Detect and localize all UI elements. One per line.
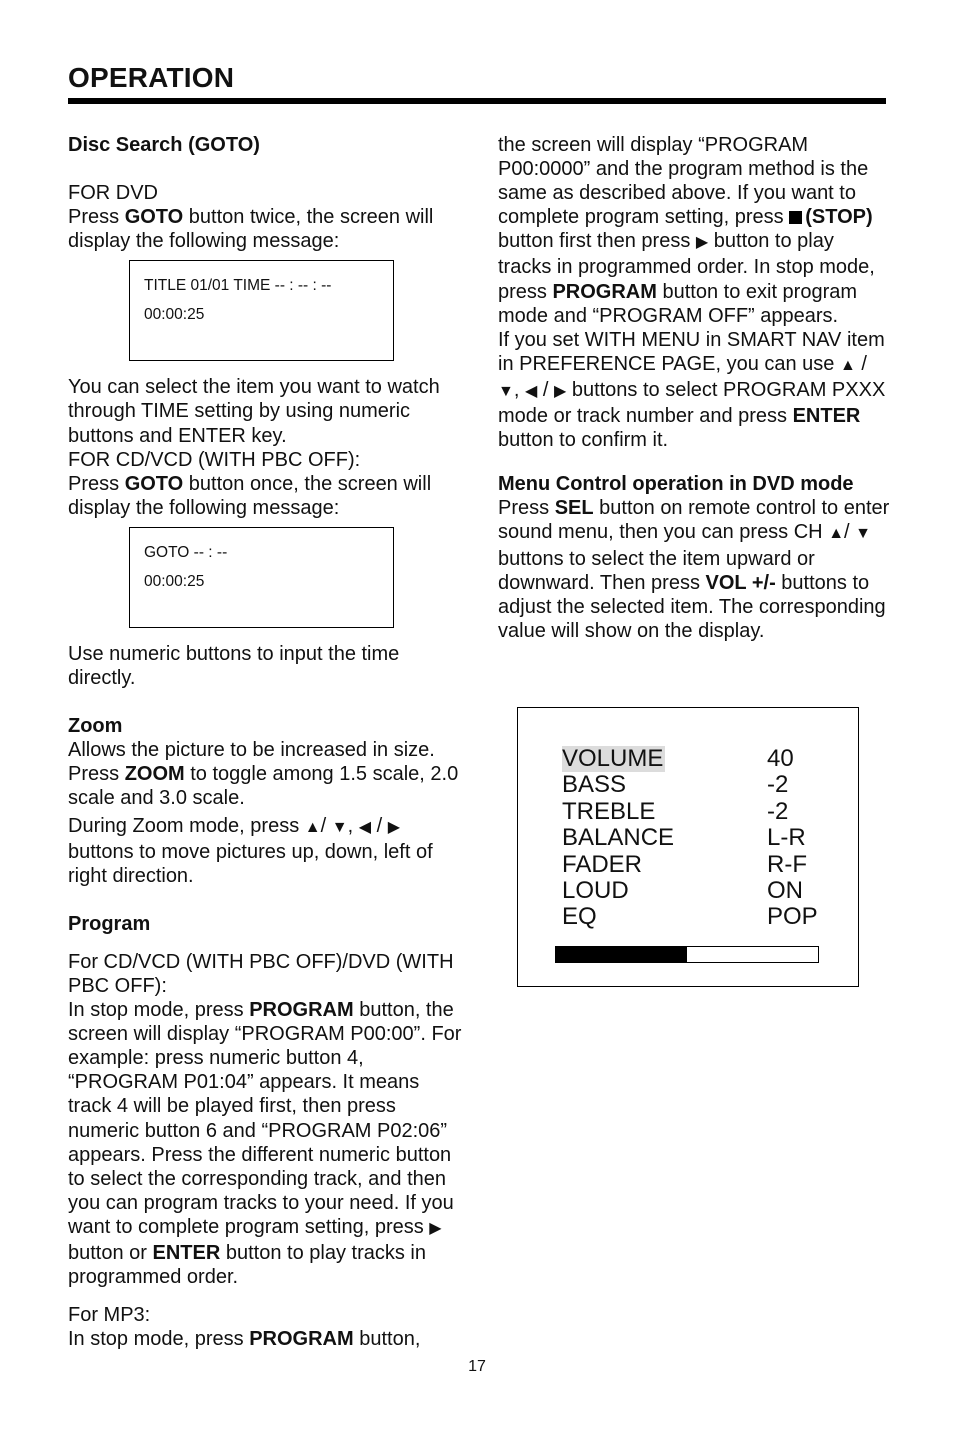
zoom-description: Allows the picture to be increased in size. (68, 739, 435, 762)
text: / (855, 352, 867, 375)
text: / (537, 378, 554, 401)
zoom-instruction (68, 762, 463, 810)
text: Press (68, 472, 125, 495)
menu-value: -2 (767, 797, 789, 825)
left-arrow-icon: ◀ (358, 818, 372, 836)
smart-nav-text (498, 328, 890, 452)
text: , (513, 378, 525, 401)
key-program: PROGRAM (249, 1328, 354, 1351)
key-program: PROGRAM (552, 280, 657, 303)
key-zoom: ZOOM (124, 763, 185, 786)
menu-control-text (498, 496, 890, 643)
menu-value: 40 (767, 745, 794, 772)
menu-row-bass (562, 772, 832, 798)
text: button on remote control to enter sound menu, then you can press CH (498, 497, 890, 544)
sound-menu-display (517, 707, 859, 987)
down-arrow-icon: ▼ (855, 525, 871, 543)
text: button once, the screen will display the following message: (68, 472, 432, 519)
text: Press (498, 497, 555, 520)
right-column (498, 133, 890, 643)
key-enter: ENTER (152, 1242, 221, 1264)
text: If you set WITH MENU in SMART NAV item in PREFERENCE PAGE, you can use (498, 328, 885, 375)
for-cd-label: FOR CD/VCD (WITH PBC OFF): (68, 448, 361, 471)
left-arrow-icon: ◀ (524, 382, 538, 400)
text: buttons to adjust the selected item. The corresponding value will show on the display. (498, 571, 886, 642)
up-arrow-icon: ▲ (839, 356, 856, 374)
cd-instruction (68, 472, 463, 520)
key-goto: GOTO (124, 206, 184, 229)
text: During Zoom mode, press (68, 814, 305, 837)
menu-row-balance (562, 825, 832, 851)
right-arrow-icon: ▶ (553, 382, 567, 400)
text: button to play tracks in programmed order. (68, 1242, 426, 1289)
program-cd-label: For CD/VCD (WITH PBC OFF)/DVD (WITH PBC OFF): (68, 950, 454, 997)
key-program: PROGRAM (249, 999, 354, 1022)
key-vol: VOL +/- (705, 571, 776, 594)
text: buttons to move pictures up, down, left of right direction. (68, 840, 433, 887)
message-line: TITLE 01/01 TIME -- : -- : -- (144, 277, 332, 295)
level-bar (555, 946, 819, 963)
menu-row-treble (562, 799, 832, 825)
title-rule (68, 98, 886, 104)
menu-label: EQ (562, 903, 597, 931)
for-dvd-label: FOR DVD (68, 182, 158, 205)
zoom-heading: Zoom (68, 715, 123, 738)
text: In stop mode, press (68, 999, 250, 1022)
level-bar-fill (556, 947, 687, 962)
numeric-input-text: Use numeric buttons to input the time directly. (68, 642, 400, 690)
menu-label: BASS (562, 771, 627, 799)
text: buttons to select PROGRAM PXXX mode or track number and press (498, 378, 886, 428)
up-arrow-icon: ▲ (828, 525, 845, 543)
text: button to confirm it. (498, 429, 669, 452)
key-enter: ENTER (792, 405, 861, 428)
text: / (320, 814, 332, 837)
menu-label: TREBLE (562, 797, 656, 825)
left-column (68, 133, 463, 1351)
menu-label: BALANCE (562, 824, 675, 852)
message-line: GOTO -- : -- (144, 543, 228, 561)
program-mp3-continued (498, 133, 890, 328)
text: In stop mode, press (68, 1328, 250, 1351)
stop-icon (789, 211, 802, 224)
menu-label: FADER (562, 850, 643, 878)
menu-row-fader (562, 852, 832, 878)
text: button, (353, 1328, 421, 1351)
play-icon: ▶ (695, 234, 709, 252)
menu-value: ON (767, 877, 803, 904)
text: / (844, 521, 856, 544)
menu-row-eq (562, 904, 832, 930)
text: button first then press (498, 230, 696, 253)
right-arrow-icon: ▶ (387, 818, 400, 836)
menu-label: LOUD (562, 877, 629, 904)
dvd-goto-message-box (129, 260, 394, 361)
message-line: 00:00:25 (144, 572, 205, 590)
text: Press (68, 763, 125, 786)
text: the screen will display “PROGRAM P00:0000” and the program method is the same as described above. If you want to complete program setting, press (498, 134, 869, 229)
page-number: 17 (468, 1358, 486, 1375)
menu-value: -2 (767, 771, 789, 799)
zoom-navigation (68, 814, 463, 888)
menu-label-selected: VOLUME (562, 745, 664, 772)
menu-control-heading: Menu Control operation in DVD mode (498, 473, 854, 496)
disc-search-heading: Disc Search (GOTO) (68, 134, 260, 156)
program-mp3-instruction (68, 1327, 463, 1351)
play-icon: ▶ (429, 1219, 442, 1237)
dvd-instruction (68, 205, 463, 253)
menu-value: L-R (767, 824, 806, 852)
program-cd-instruction (68, 998, 463, 1289)
select-item-text: You can select the item you want to watch through TIME setting by using numeric buttons and ENTER key. (68, 376, 440, 447)
menu-row-volume (562, 746, 832, 772)
text: button to play tracks in programmed order. In stop mode, press (498, 230, 875, 303)
text: to toggle among 1.5 scale, 2.0 scale and 3.0 scale. (68, 763, 459, 810)
text: , (347, 814, 359, 837)
program-heading: Program (68, 912, 151, 935)
key-sel: SEL (554, 497, 594, 520)
cd-goto-message-box (129, 527, 394, 628)
text: / (371, 814, 388, 837)
menu-value: R-F (767, 850, 807, 878)
program-mp3-label: For MP3: (68, 1304, 151, 1327)
message-line: 00:00:25 (144, 306, 205, 324)
menu-value: POP (767, 903, 818, 931)
up-arrow-icon: ▲ (304, 818, 321, 836)
menu-row-loud (562, 878, 832, 904)
text: button twice, the screen will display the following message: (68, 206, 434, 253)
text: buttons to select the item upward or downward. Then press (498, 547, 815, 594)
text: Press (68, 206, 125, 229)
text: button, the screen will display “PROGRAM P00:00”. For example: press numeric button 4, “PROGRAM P01:04” appears. It means track 4 will be played first, then press numeric button 6 and “PROGRAM P02:06” appears. Press the different numeric button to select the corresponding track, and then you can program tracks to your need. If you want to complete program setting, press (68, 999, 462, 1238)
text: button to exit program mode and “PROGRAM OFF” appears. (498, 280, 858, 327)
key-stop: (STOP) (805, 206, 873, 229)
page-title: OPERATION (68, 62, 235, 93)
key-goto: GOTO (124, 472, 184, 495)
down-arrow-icon: ▼ (498, 382, 514, 400)
text: button or (68, 1242, 153, 1264)
down-arrow-icon: ▼ (331, 818, 348, 836)
